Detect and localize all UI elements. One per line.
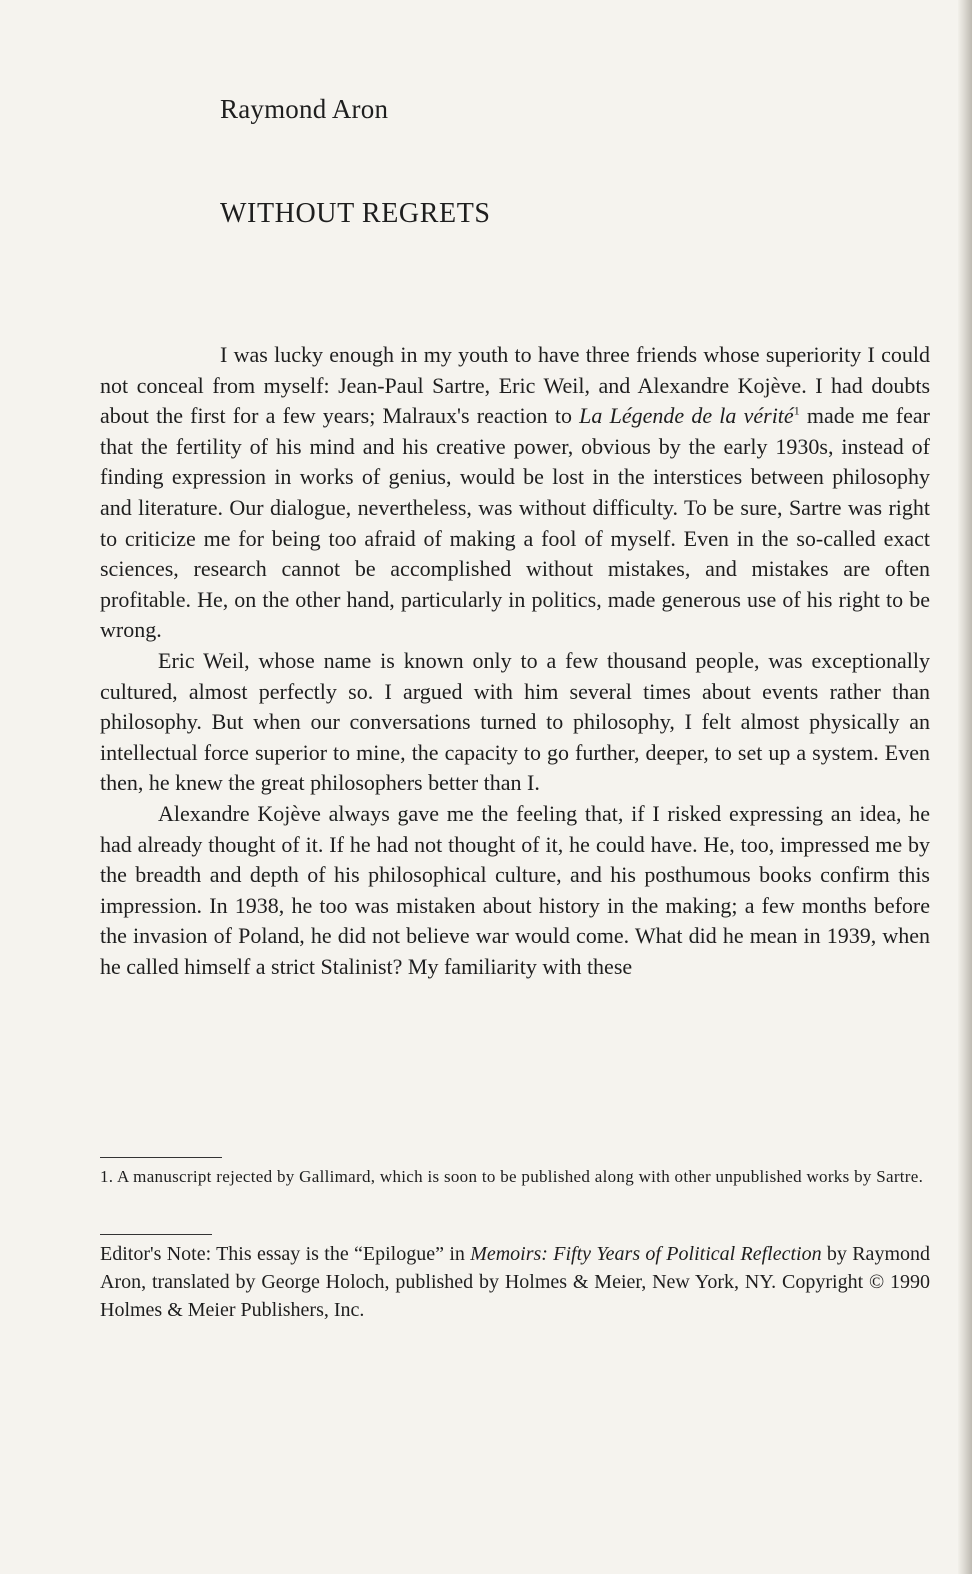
footnote	[100, 1165, 930, 1189]
paragraph-1	[100, 340, 930, 646]
paragraph-1-text-a: I was lucky enough in my youth to have three friends whose superiority I could not conceal from myself: Jean-Paul Sartre, Eric Weil, and Alexandre Kojève. I had doubts about the first for a few years; Malraux's reaction to	[100, 342, 930, 429]
editor-note-text-a: Editor's Note: This essay is the “Epilogue” in	[100, 1243, 471, 1265]
footnote-number: 1.	[100, 1167, 114, 1186]
page-edge-shadow	[958, 0, 972, 1574]
essay-title: WITHOUT REGRETS	[220, 198, 491, 229]
editor-note-book-title: Memoirs: Fifty Years of Political Reflection	[470, 1243, 822, 1265]
book-title-italic: La Légende de la vérité	[579, 403, 794, 429]
footnote-marker: 1	[793, 403, 800, 418]
author-name: Raymond Aron	[220, 94, 389, 124]
paragraph-3: Alexandre Kojève always gave me the feeling that, if I risked expressing an idea, he had already thought of it. If he had not thought of it, he could have. He, too, impressed me by the breadth and depth of his philosophical culture, and his posthumous books confirm this impression. In 1938, he too was mistaken about history in the making; a few months before the invasion of Poland, he did not believe war would come. What did he mean in 1939, when he called himself a strict Stalinist? My familiarity with these	[100, 800, 930, 979]
editor-note-text-b: by Raymond Aron, translated by George Holoch, published by Holmes & Meier, New York, NY. Copyright © 1990 Holmes & Meier Publishers, Inc.	[100, 1243, 930, 1321]
body-text	[100, 340, 930, 982]
editor-note	[100, 1240, 930, 1324]
footnote-text: A manuscript rejected by Gallimard, which is soon to be published along with other unpublished works by Sartre.	[116, 1167, 924, 1186]
paragraph-1-text-b: made me fear that the fertility of his mind and his creative power, obvious by the early 1930s, instead of finding expression in works of genius, would be lost in the interstices between philosophy and literature. Our dialogue, nevertheless, was without difficulty. To be sure, Sartre was right to criticize me for being too afraid of making a fool of myself. Even in the so-called exact sciences, research cannot be accomplished without mistakes, and mistakes are often profitable. He, on the other hand, particularly in politics, made generous use of his right to be wrong.	[100, 403, 930, 643]
editor-note-divider	[100, 1234, 212, 1235]
paragraph-2: Eric Weil, whose name is known only to a few thousand people, was exceptionally cultured, almost perfectly so. I argued with him several times about events rather than philosophy. But when our conversations turned to philosophy, I felt almost physically an intellectual force superior to mine, the capacity to go further, deeper, to set up a system. Even then, he knew the great philosophers better than I.	[100, 647, 930, 796]
footnote-divider	[100, 1157, 222, 1158]
